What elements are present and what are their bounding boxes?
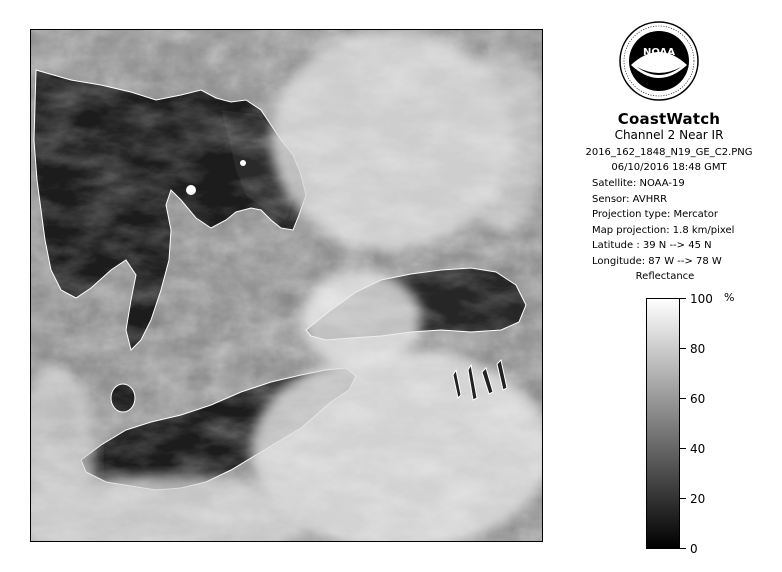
cloud-cover [31, 30, 542, 541]
colorbar-tick-label: 0 [690, 542, 698, 556]
page-title: CoastWatch [617, 110, 721, 128]
colorbar-tick-label: 60 [690, 392, 706, 406]
colorbar-tick-label: 40 [690, 442, 706, 456]
colorbar-tick-label: 100 [690, 292, 713, 306]
satellite-label: Satellite: NOAA-19 [592, 178, 685, 189]
colorbar-tick [680, 498, 686, 499]
noaa-logo [619, 21, 699, 101]
colorbar-unit: % [724, 291, 735, 304]
satellite-image-map [30, 29, 543, 542]
cloud-spot [240, 160, 246, 166]
colorbar-tick-label: 20 [690, 492, 706, 506]
sensor-label: Sensor: AVHRR [592, 193, 668, 205]
colorbar-tick [680, 398, 686, 399]
channel-label: Channel 2 Near IR [614, 128, 724, 142]
colorbar-title: Reflectance [635, 271, 695, 282]
cloud-spot [186, 185, 196, 195]
colorbar-tick [680, 348, 686, 349]
longitude-label: Longitude: 87 W --> 78 W [592, 255, 722, 267]
great-lakes-map [31, 30, 542, 541]
projection-type-label: Projection type: Mercator [592, 209, 718, 220]
svg-text:NOAA: NOAA [642, 47, 676, 58]
datetime: 06/10/2016 18:48 GMT [611, 162, 727, 173]
colorbar-tick [680, 298, 686, 299]
colorbar-tick [680, 448, 686, 449]
filename: 2016_162_1848_N19_GE_C2.PNG [585, 147, 753, 158]
map-projection-label: Map projection: 1.8 km/pixel [592, 224, 735, 236]
reflectance-colorbar [646, 298, 680, 549]
colorbar-tick-label: 80 [690, 342, 706, 356]
latitude-label: Latitude : 39 N --> 45 N [592, 240, 712, 251]
colorbar-tick [680, 548, 686, 549]
